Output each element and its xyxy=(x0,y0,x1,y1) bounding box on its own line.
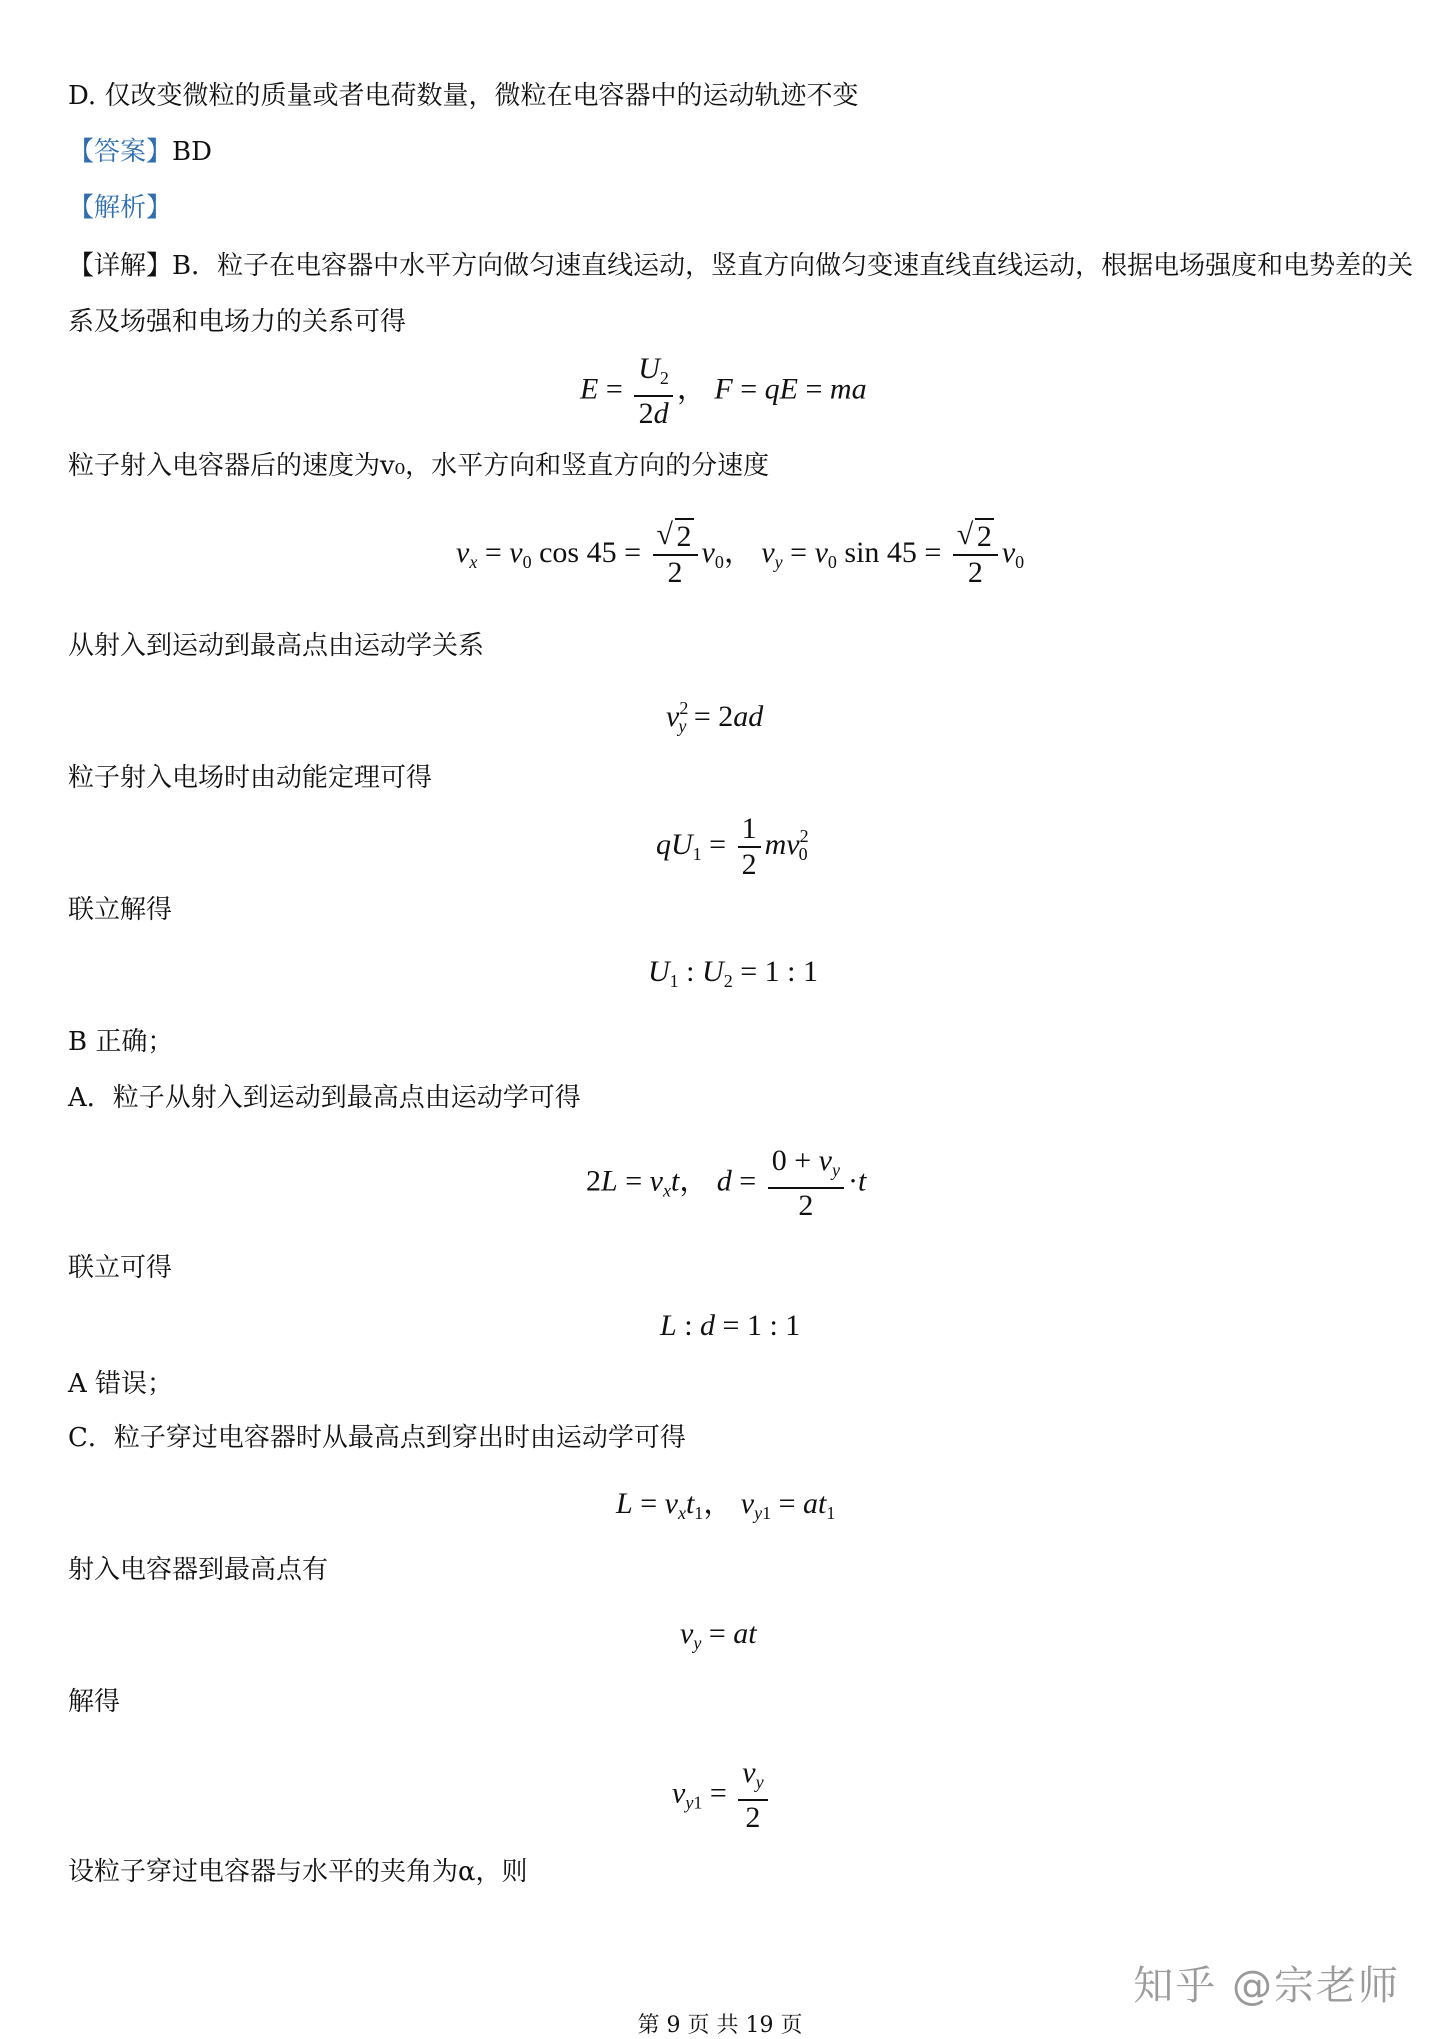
equation-vy1: $v_{y1}$ = $\frac{v_y}{2}$ xyxy=(672,1756,772,1835)
a-kinematics-line: A．粒子从射入到运动到最高点由运动学可得 xyxy=(68,1083,581,1113)
angle-line: 设粒子穿过电容器与水平的夹角为α，则 xyxy=(68,1857,528,1887)
solve-together-line-1: 联立解得 xyxy=(68,895,173,925)
equation-length-ratio: L : d = 1 : 1 xyxy=(660,1309,801,1342)
answer-tag: 【答案】 xyxy=(68,137,173,167)
equation-displacements: $2L = v_xt$， d = $\frac{0 + v_y}{2}$ ·t xyxy=(586,1144,867,1222)
equation-field-force: E = $\frac{U_2}{2d}$ ， F = qE = ma xyxy=(580,352,867,430)
c-kinematics-line: C．粒子穿过电容器时从最高点到穿出时由运动学可得 xyxy=(68,1423,686,1453)
kinetic-theorem-line: 粒子射入电场时由动能定理可得 xyxy=(68,763,433,793)
analysis-line xyxy=(68,190,172,226)
watermark: 知乎 @宗老师 xyxy=(1133,1963,1400,2009)
answer-line xyxy=(68,134,212,170)
equation-kinetic-energy: $qU_1$ = $\frac{1}{2}$ $mv^2_0$ xyxy=(656,812,809,881)
detail-tag: 【详解】 xyxy=(68,251,173,281)
solve-line: 解得 xyxy=(68,1687,121,1717)
detail-line-2: 系及场强和电场力的关系可得 xyxy=(68,307,407,337)
answer-value: BD xyxy=(172,137,212,167)
velocity-line: 粒子射入电容器后的速度为v₀，水平方向和竖直方向的分速度 xyxy=(68,451,770,481)
solve-together-line-2: 联立可得 xyxy=(68,1253,173,1283)
equation-exit-motion: $L = v_xt_1$， $v_{y1} = at_1$ xyxy=(616,1487,836,1523)
detail-line-1 xyxy=(68,248,1413,284)
detail-text-1: B．粒子在电容器中水平方向做匀速直线运动，竖直方向做匀变速直线直线运动，根据电场强度和电势差的关 xyxy=(172,251,1414,281)
equation-velocity-components: $v_x = v_0$ cos 45 = √ $\frac{2}{2}$ $v_0$， $v_y = v_0$ sin 45 = √ $\frac{2}{2}$ $v_0$ xyxy=(456,520,1024,590)
option-d-line: D. 仅改变微粒的质量或者电荷数量，微粒在电容器中的运动轨迹不变 xyxy=(68,81,859,111)
equation-vy-squared: $v^2_y = 2ad$ xyxy=(666,698,764,736)
equation-vy-at: $v_y$ = at xyxy=(680,1617,757,1653)
to-highest-line: 射入电容器到最高点有 xyxy=(68,1555,329,1585)
b-correct-line: B 正确； xyxy=(68,1027,174,1057)
page-footer: 第 9 页 共 19 页 xyxy=(637,2013,803,2038)
a-wrong-line: A 错误； xyxy=(68,1369,174,1399)
analysis-tag: 【解析】 xyxy=(68,193,173,223)
equation-voltage-ratio: $U_1$ : $U_2 = 1$ : 1 xyxy=(648,955,818,991)
kinematics-line-1: 从射入到运动到最高点由运动学关系 xyxy=(68,631,485,661)
